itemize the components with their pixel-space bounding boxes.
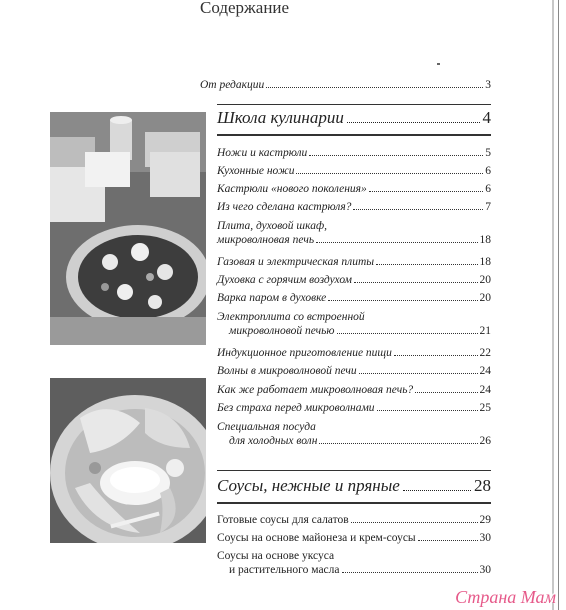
toc-leader bbox=[353, 200, 483, 210]
toc-leader bbox=[394, 346, 478, 356]
section-rule-bottom bbox=[217, 502, 491, 504]
food-photo-casserole bbox=[50, 112, 206, 345]
toc-entry[interactable] bbox=[217, 401, 491, 415]
section-title: Соусы, нежные и пряные bbox=[217, 476, 400, 495]
toc-entry[interactable] bbox=[217, 549, 491, 577]
toc-entry-title: Духовка с горячим воздухом bbox=[217, 274, 353, 286]
page-edge-shadow bbox=[558, 0, 559, 610]
toc-entry-title: Волны в микроволновой печи bbox=[217, 365, 357, 377]
toc-entry[interactable] bbox=[217, 255, 491, 269]
toc-leader bbox=[309, 146, 483, 156]
watermark-logo: Страна Мам bbox=[455, 587, 556, 607]
toc-entry[interactable] bbox=[217, 513, 491, 527]
toc-entry-title: Газовая и электрическая плиты bbox=[217, 256, 375, 268]
toc-entry-title: Специальная посуда bbox=[217, 421, 316, 433]
section-rule-top bbox=[217, 104, 491, 105]
section-rule-bottom bbox=[217, 134, 491, 136]
toc-entry[interactable] bbox=[217, 146, 491, 160]
section-page: 4 bbox=[482, 108, 491, 127]
toc-leader bbox=[337, 324, 478, 334]
toc-leader bbox=[403, 478, 471, 491]
toc-entry-title: Ножи и кастрюли bbox=[217, 147, 308, 159]
toc-entry-page: 5 bbox=[485, 147, 491, 159]
toc-entry[interactable] bbox=[217, 200, 491, 214]
toc-entry-title-cont: для холодных волн bbox=[229, 435, 318, 447]
toc-entry-page: 29 bbox=[479, 514, 491, 526]
toc-leader bbox=[418, 531, 478, 541]
toc-section-sauces[interactable] bbox=[217, 476, 491, 496]
toc-entry-title: Варка паром в духовке bbox=[217, 292, 327, 304]
toc-entry-page: 6 bbox=[485, 183, 491, 195]
toc-entry-title: Готовые соусы для салатов bbox=[217, 514, 349, 526]
toc-leader bbox=[316, 233, 477, 243]
toc-leader bbox=[328, 291, 477, 301]
page-edge bbox=[552, 0, 554, 610]
toc-entry-page: 30 bbox=[479, 532, 491, 544]
toc-entry[interactable] bbox=[217, 182, 491, 196]
toc-section-cooking-school[interactable] bbox=[217, 108, 491, 128]
toc-leader bbox=[347, 110, 480, 123]
toc-entry-page: 7 bbox=[485, 201, 491, 213]
toc-entry-page: 25 bbox=[479, 402, 491, 414]
toc-entry[interactable] bbox=[217, 531, 491, 545]
toc-entry-title: Электроплита со встроенной bbox=[217, 311, 365, 323]
toc-leader bbox=[377, 401, 478, 411]
toc-entry-page: 6 bbox=[485, 165, 491, 177]
toc-entry-title-cont: микроволновая печь bbox=[217, 234, 315, 246]
toc-entry-title: От редакции bbox=[200, 79, 265, 91]
toc-entry-page: 24 bbox=[479, 384, 491, 396]
toc-entry-page: 24 bbox=[479, 365, 491, 377]
toc-leader bbox=[342, 563, 478, 573]
toc-entry-title: Соусы на основе уксуса bbox=[217, 550, 335, 562]
toc-leader bbox=[369, 182, 483, 192]
toc-entry-intro[interactable] bbox=[200, 78, 491, 92]
toc-entry[interactable] bbox=[217, 364, 491, 378]
page-title: Содержание bbox=[200, 0, 290, 17]
toc-entry-title-cont: микроволновой печью bbox=[229, 325, 335, 337]
toc-leader bbox=[296, 164, 483, 174]
toc-leader bbox=[359, 364, 478, 374]
toc-leader bbox=[266, 78, 483, 88]
toc-entry[interactable] bbox=[217, 310, 491, 338]
toc-entry-title: Соусы на основе майонеза и крем-соусы bbox=[217, 532, 416, 544]
toc-entry-title: Кухонные ножи bbox=[217, 165, 295, 177]
toc-entry-page: 26 bbox=[479, 435, 491, 447]
toc-entry[interactable] bbox=[217, 291, 491, 305]
toc-entry-page: 18 bbox=[479, 256, 491, 268]
toc-leader bbox=[376, 255, 477, 265]
toc-entry-page: 22 bbox=[479, 347, 491, 359]
toc-entry-title: Без страха перед микроволнами bbox=[217, 402, 375, 414]
toc-entry[interactable] bbox=[217, 164, 491, 178]
section-rule-top bbox=[217, 470, 491, 471]
toc-leader bbox=[415, 383, 477, 393]
section-page: 28 bbox=[474, 476, 491, 495]
toc-entry[interactable] bbox=[217, 219, 491, 247]
toc-entry[interactable] bbox=[217, 420, 491, 448]
toc-entry[interactable] bbox=[217, 383, 491, 397]
toc-entry-page: 21 bbox=[479, 325, 491, 337]
toc-entry-title: Из чего сделана кастрюля? bbox=[217, 201, 352, 213]
toc-entry-page: 18 bbox=[479, 234, 491, 246]
toc-leader bbox=[354, 273, 477, 283]
food-photo-sauce bbox=[50, 378, 206, 543]
toc-entry-title: Индукционное приготовление пищи bbox=[217, 347, 392, 359]
toc-entry[interactable] bbox=[217, 273, 491, 287]
toc-entry-page: 20 bbox=[479, 292, 491, 304]
section-title: Школа кулинарии bbox=[217, 108, 344, 127]
toc-leader bbox=[319, 434, 477, 444]
toc-entry-title: Плита, духовой шкаф, bbox=[217, 220, 327, 232]
toc-entry-page: 30 bbox=[479, 564, 491, 576]
toc-entry-title: Как же работает микроволновая печь? bbox=[217, 384, 414, 396]
scan-speck bbox=[437, 63, 440, 65]
toc-leader bbox=[351, 513, 478, 523]
toc-entry-title: Кастрюли «нового поколения» bbox=[217, 183, 367, 195]
toc-entry-page: 3 bbox=[485, 79, 491, 91]
toc-entry-page: 20 bbox=[479, 274, 491, 286]
toc-entry-title-cont: и растительного масла bbox=[229, 564, 340, 576]
toc-entry[interactable] bbox=[217, 346, 491, 360]
